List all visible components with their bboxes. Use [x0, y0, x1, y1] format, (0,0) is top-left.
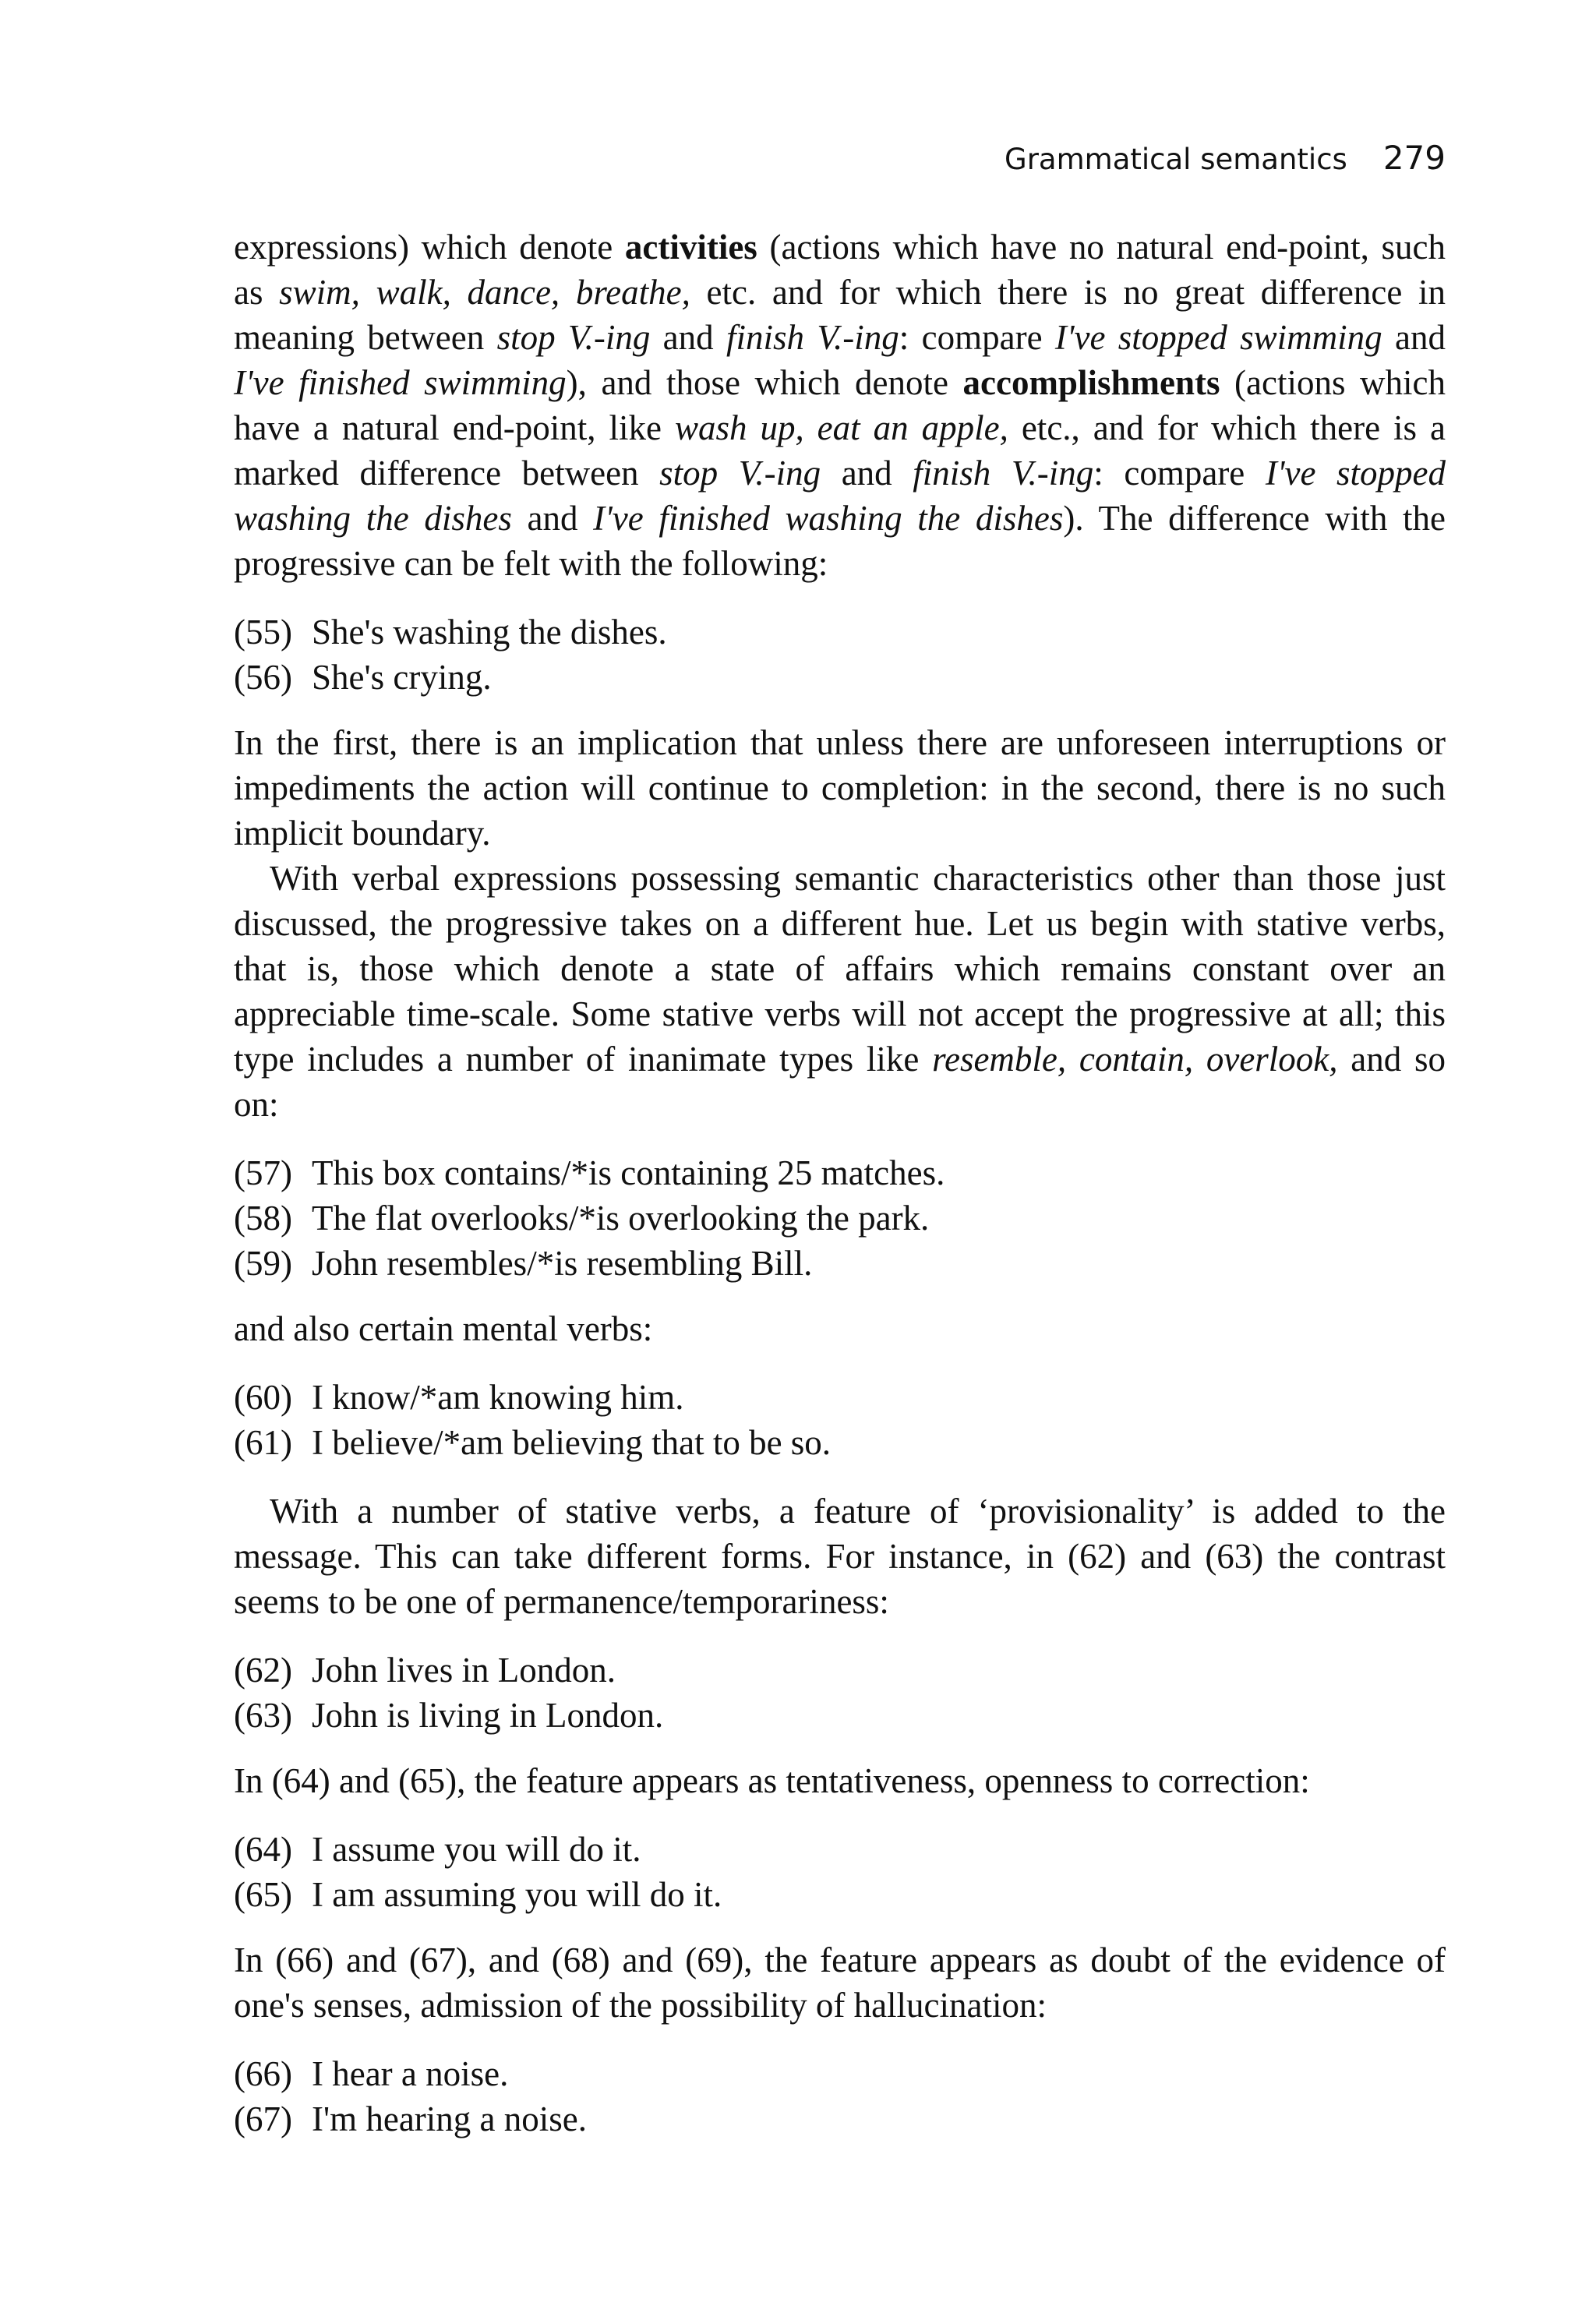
example-number: (56): [234, 658, 292, 697]
paragraph: In (66) and (67), and (68) and (69), the feature appears as doubt of the evidence of one's senses, admission of the possibility of hallucination:: [234, 1941, 1446, 2025]
example-sentence: I am assuming you will do it.: [312, 1875, 722, 1914]
example-57: [234, 1150, 1446, 1195]
example-sentence: I hear a noise.: [312, 2054, 509, 2093]
example-number: (57): [234, 1153, 292, 1192]
example-number: (62): [234, 1651, 292, 1690]
paragraph: With a number of stative verbs, a feature of ‘provisionality’ is added to the message. This can take different forms. For instance, in (62) and (63) the contrast seems to be one of permanence/temporariness:: [234, 1492, 1446, 1621]
example-number: (63): [234, 1696, 292, 1735]
running-head: [1005, 139, 1446, 177]
chapter-title: Grammatical semantics: [1005, 143, 1347, 176]
example-61: [234, 1420, 1446, 1465]
example-term: I've stopped washing the dishes: [234, 454, 1446, 538]
example-term: wash up, eat an apple,: [674, 408, 1008, 447]
example-term: I've finished washing the dishes: [593, 499, 1064, 538]
example-term: swim, walk, dance, breathe,: [279, 273, 690, 312]
example-number: (55): [234, 613, 292, 652]
example-number: (66): [234, 2054, 292, 2093]
example-number: (59): [234, 1244, 292, 1283]
body-text: [234, 224, 1446, 2142]
paragraph: expressions) which denote activities (actions which have no natural end-point, such as swim, walk, dance, breathe, etc. and for which there is no great difference in meaning between stop V.-ing and finish V.-ing: compare I've stopped swimming and I've finished swimming), and those which denote accomplishments (actions which have a natural end-point, like wash up, eat an apple, etc., and for which there is a marked difference between stop V.-ing and finish V.-ing: compare I've stopped washing the dishes and I've finished washing the dishes). The difference with the progressive can be felt with the following:: [234, 228, 1446, 583]
example-sentence: The flat overlooks/*is overlooking the park.: [312, 1199, 930, 1238]
example-sentence: John is living in London.: [312, 1696, 664, 1735]
example-sentence: John lives in London.: [312, 1651, 616, 1690]
example-sentence: I believe/*am believing that to be so.: [312, 1423, 832, 1462]
example-64: [234, 1827, 1446, 1872]
example-term: I've finished swimming: [234, 363, 567, 402]
example-59: [234, 1241, 1446, 1286]
example-sentence: She's washing the dishes.: [312, 613, 667, 652]
example-term: finish V.-ing: [726, 318, 899, 357]
example-60: [234, 1375, 1446, 1420]
example-number: (67): [234, 2099, 292, 2138]
example-term: stop V.-ing: [659, 454, 821, 493]
paragraph: and also certain mental verbs:: [234, 1309, 653, 1348]
example-sentence: I know/*am knowing him.: [312, 1378, 684, 1417]
example-65: [234, 1872, 1446, 1917]
example-58: [234, 1195, 1446, 1241]
example-number: (61): [234, 1423, 292, 1462]
example-sentence: John resembles/*is resembling Bill.: [312, 1244, 813, 1283]
example-number: (58): [234, 1199, 292, 1238]
example-67: [234, 2096, 1446, 2142]
example-term: finish V.-ing: [913, 454, 1094, 493]
term-accomplishments: accomplishments: [962, 363, 1220, 402]
example-62: [234, 1647, 1446, 1693]
example-number: (60): [234, 1378, 292, 1417]
example-term: resemble, contain, overlook,: [932, 1040, 1338, 1079]
example-sentence: This box contains/*is containing 25 matches.: [312, 1153, 945, 1192]
example-63: [234, 1693, 1446, 1738]
term-activities: activities: [624, 228, 757, 267]
example-56: [234, 655, 1446, 700]
example-55: [234, 609, 1446, 655]
example-term: I've stopped swimming: [1054, 318, 1382, 357]
example-66: [234, 2051, 1446, 2096]
example-term: stop V.-ing: [496, 318, 651, 357]
example-sentence: I'm hearing a noise.: [312, 2099, 587, 2138]
example-number: (65): [234, 1875, 292, 1914]
page-number: 279: [1382, 139, 1446, 177]
example-number: (64): [234, 1830, 292, 1869]
paragraph: In (64) and (65), the feature appears as tentativeness, openness to correction:: [234, 1761, 1310, 1800]
paragraph: With verbal expressions possessing semantic characteristics other than those just discussed, the progressive takes on a different hue. Let us begin with stative verbs, that is, those which denote a state of affairs which remains constant over an appreciable time-scale. Some stative verbs will not accept the progressive at all; this type includes a number of inanimate types like resemble, contain, overlook, and so on:: [234, 859, 1446, 1124]
example-sentence: She's crying.: [312, 658, 492, 697]
paragraph: In the first, there is an implication that unless there are unforeseen interruptions or impediments the action will continue to completion: in the second, there is no such implicit boundary.: [234, 723, 1446, 853]
example-sentence: I assume you will do it.: [312, 1830, 641, 1869]
